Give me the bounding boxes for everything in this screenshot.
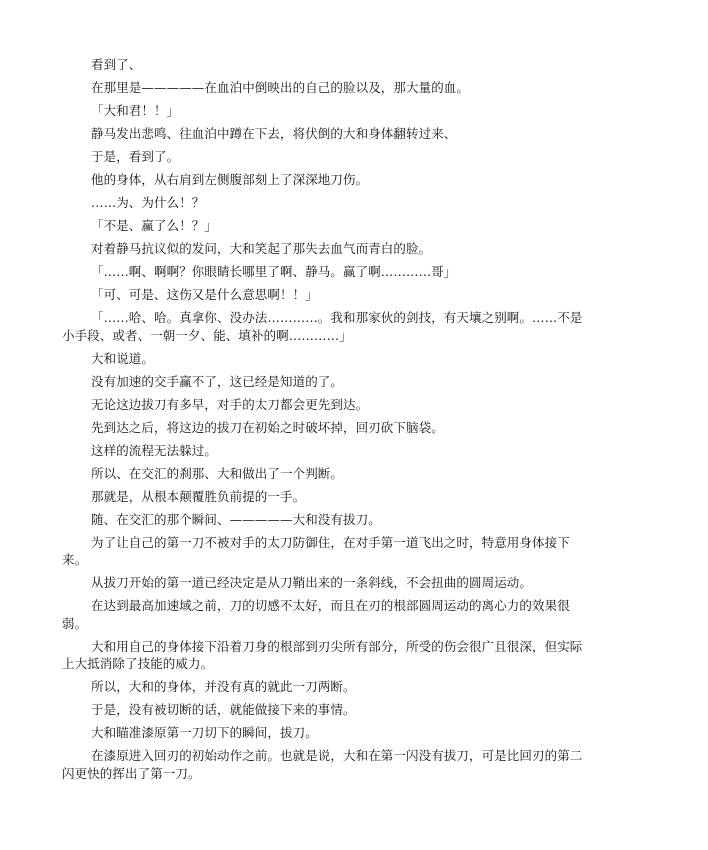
paragraph: 所以，大和的身体，并没有真的就此一刀两断。 [91,679,356,694]
paragraph: 「大和君！！」 [91,103,180,118]
paragraph: 大和瞄准漆原第一刀切下的瞬间，拔刀。 [91,725,318,740]
paragraph: 「可、可是、这伤又是什么意思啊！！」 [91,287,318,302]
paragraph: 先到达之后，将这边的拔刀在初始之时破坏掉，回刃砍下脑袋。 [91,419,444,435]
paragraph: 大和说道。 [91,350,155,366]
paragraph: 对着静马抗议似的发问，大和笑起了那失去血气而青白的脸。 [91,241,432,256]
paragraph: 无论这边拔刀有多早，对手的太刀都会更先到达。 [91,396,369,412]
paragraph: 在那里是—————在血泊中倒映出的自己的脸以及，那大量的血。 [91,80,470,95]
paragraph: 于是，看到了。 [91,149,180,164]
paragraph: 「……哈、哈。真拿你、没办法…………。我和那家伙的剑技，有天壤之别啊。……不是小手段、或者、一朝一夕、能、填补的啊…………」 [62,310,583,343]
paragraph: 大和用自己的身体接下沿着刀身的根部到刃尖所有部分，所受的伤会很广且很深，但实际上大抵消除了技能的威力。 [62,638,583,671]
paragraph: 看到了、 [91,57,142,72]
paragraph: ……为、为什么！？ [91,195,205,210]
paragraph: 静马发出悲鸣、往血泊中蹲在下去，将伏倒的大和身体翻转过来、 [91,126,457,141]
paragraph: 「不是、赢了么！？」 [91,218,218,233]
paragraph: 随、在交汇的那个瞬间、—————大和没有拔刀。 [91,511,381,527]
document-body [62,56,594,788]
paragraph: 「……啊、啊啊？你眼睛长哪里了啊、静马。赢了啊…………哥」 [91,264,457,279]
paragraph: 在达到最高加速域之前，刀的切感不太好，而且在刃的根部圆周运动的离心力的效果很弱。 [62,598,570,631]
paragraph: 从拔刀开始的第一道已经决定是从刀鞘出来的一条斜线，不会扭曲的圆周运动。 [91,575,533,590]
paragraph: 没有加速的交手赢不了，这已经是知道的了。 [91,373,344,389]
paragraph: 于是，没有被切断的话，就能做接下来的事情。 [91,702,356,717]
paragraph: 为了让自己的第一刀不被对手的太刀防御住，在对手第一道飞出之时，特意用身体接下来。 [62,534,570,567]
paragraph: 这样的流程无法躲过。 [91,442,218,458]
paragraph: 他的身体，从右肩到左侧腹部刻上了深深地刀伤。 [91,172,369,187]
paragraph: 所以、在交汇的刹那、大和做出了一个判断。 [91,465,344,481]
paragraph: 那就是，从根本颠覆胜负前提的一手。 [91,488,306,504]
paragraph: 在漆原进入回刃的初始动作之前。也就是说，大和在第一闪没有拔刀，可是比回刃的第二闪更快的挥出了第一刀。 [62,748,583,781]
